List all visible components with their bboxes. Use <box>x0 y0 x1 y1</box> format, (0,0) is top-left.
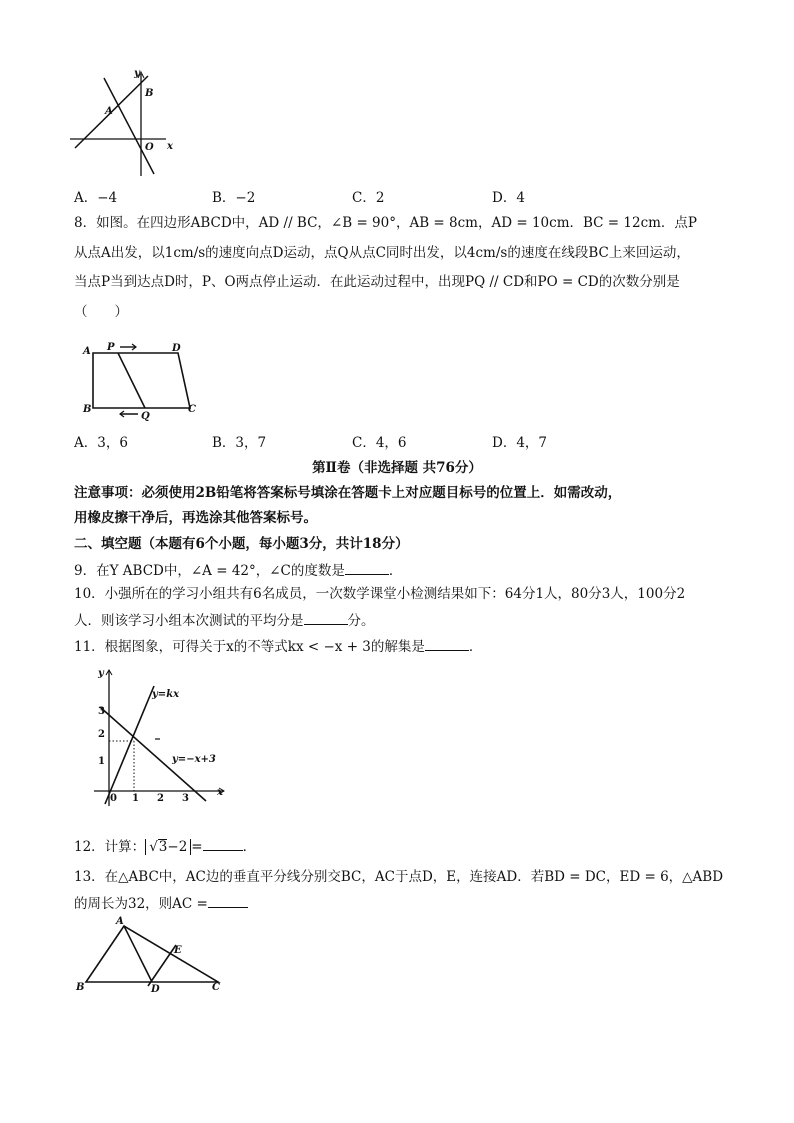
q8-option-c[interactable]: C．4，6 <box>352 435 407 451</box>
section-fill-blank-title: 二、填空题（本题有6个小题，每小题3分，共计18分） <box>74 536 409 552</box>
q8-label-b: B <box>83 404 92 415</box>
q7-option-d[interactable]: D．4 <box>492 190 525 206</box>
q11-tick-origin: 0 <box>110 793 117 804</box>
q7-label-o: O <box>145 142 154 153</box>
q8-label-c: C <box>188 404 196 415</box>
q8-text-line2: 从点A出发，以1cm/s的速度向点D运动，点Q从点C同时出发，以4cm/s的速度在线段BC上来回运动， <box>74 245 690 261</box>
q12-absolute-value <box>145 839 191 855</box>
q10-unit: 分。 <box>347 613 375 629</box>
q12-answer-blank[interactable] <box>203 836 243 851</box>
q10-text-line1: 10．小强所在的学习小组共有6名成员，一次数学课堂小检测结果如下：64分1人，80分3人，100分2 <box>74 586 686 602</box>
q7-figure <box>70 64 180 182</box>
q10-answer-blank[interactable] <box>304 610 348 625</box>
q11-label-y: y <box>98 668 104 679</box>
q13-label-d: D <box>151 984 160 995</box>
q11-period: ． <box>468 639 483 655</box>
q13-label-c: C <box>212 982 220 993</box>
q11-tick-y-1: 1 <box>98 756 105 767</box>
part2-title: 第Ⅱ卷（非选择题 共76分） <box>312 460 482 476</box>
q11-graph <box>88 664 238 812</box>
q8-segment-pq <box>118 353 145 408</box>
q12-period: ． <box>242 839 257 855</box>
q8-label-a: A <box>83 346 91 357</box>
q8-label-q: Q <box>141 411 150 422</box>
q11-text: 11．根据图象，可得关于x的不等式kx < −x + 3的解集是 <box>74 639 425 655</box>
q8-figure <box>80 338 200 422</box>
q11-label-x: x <box>217 787 223 798</box>
q8-option-a[interactable]: A．3，6 <box>74 435 128 451</box>
part2-notice-line1: 注意事项：必须使用2B铅笔将答案标号填涂在答题卡上对应题目标号的位置上．如需改动， <box>74 485 622 501</box>
q10-line2 <box>74 610 375 630</box>
q11-answer-blank[interactable] <box>425 636 469 651</box>
q13-label-e: E <box>174 945 182 956</box>
q7-option-c[interactable]: C．2 <box>352 190 385 206</box>
q10-text-line2: 人．则该学习小组本次测试的平均分是 <box>74 613 304 629</box>
q12-equals: = <box>191 839 203 855</box>
q7-label-b: B <box>145 88 154 99</box>
q9-period: ． <box>388 563 403 579</box>
q7-label-a: A <box>105 106 113 117</box>
q12 <box>74 836 256 856</box>
q11-tick-y-3: 3 <box>98 706 105 717</box>
q8-option-d[interactable]: D．4，7 <box>492 435 548 451</box>
q9 <box>74 560 402 580</box>
q8-text-line3: 当点P当到达点D时，P、O两点停止运动．在此运动过程中，出现PQ // CD和PO = CD的次数分别是 <box>74 274 680 290</box>
q8-label-p: P <box>107 342 115 353</box>
q12-minus-two: −2 <box>167 839 188 855</box>
q7-option-a[interactable]: A．−4 <box>74 190 118 206</box>
q12-text: 12．计算： <box>74 839 146 855</box>
q7-label-y: y <box>134 68 140 79</box>
part2-notice-line2: 用橡皮擦干净后，再选涂其他答案标号。 <box>74 510 317 526</box>
q8-text-line1: 8．如图。在四边形ABCD中，AD // BC，∠B = 90°，AB = 8cm，AD = 10cm．BC = 12cm．点P <box>74 215 698 231</box>
q13-figure <box>72 914 232 996</box>
q13-text-line1: 13．在△ABC中，AC边的垂直平分线分别交BC，AC于点D，E，连接AD．若BD = DC，ED = 6，△ABD <box>74 869 724 885</box>
q12-sqrt-sign: √ <box>149 839 158 855</box>
q7-label-x: x <box>167 141 173 152</box>
q11-tick-x-3: 3 <box>182 793 189 804</box>
q8-option-b[interactable]: B．3，7 <box>212 435 267 451</box>
q13-line2 <box>74 893 248 913</box>
q8-label-d: D <box>172 343 181 354</box>
q11 <box>74 636 482 656</box>
q13-triangle-abc <box>86 926 218 982</box>
q13-label-b: B <box>76 982 85 993</box>
q11-tick-x-1: 1 <box>132 793 139 804</box>
q13-answer-blank[interactable] <box>208 893 248 908</box>
q12-radicand: 3 <box>158 839 168 855</box>
q11-tick-y-2: 2 <box>98 729 105 740</box>
q7-option-b[interactable]: B．−2 <box>212 190 256 206</box>
q11-label-y-neg-x-plus-3: y=−x+3 <box>172 754 216 765</box>
q9-answer-blank[interactable] <box>345 560 389 575</box>
q13-perpendicular-bisector-de <box>148 945 176 986</box>
q13-text-line2: 的周长为32，则AC = <box>74 896 208 912</box>
q11-line-y-kx <box>105 686 154 804</box>
q8-answer-paren: （ ） <box>74 304 128 320</box>
q11-label-y-kx: y=kx <box>152 689 180 700</box>
q11-tick-x-2: 2 <box>157 793 164 804</box>
q13-label-a: A <box>116 916 124 927</box>
q9-text: 9．在Y ABCD中，∠A = 42°，∠C的度数是 <box>74 563 345 579</box>
